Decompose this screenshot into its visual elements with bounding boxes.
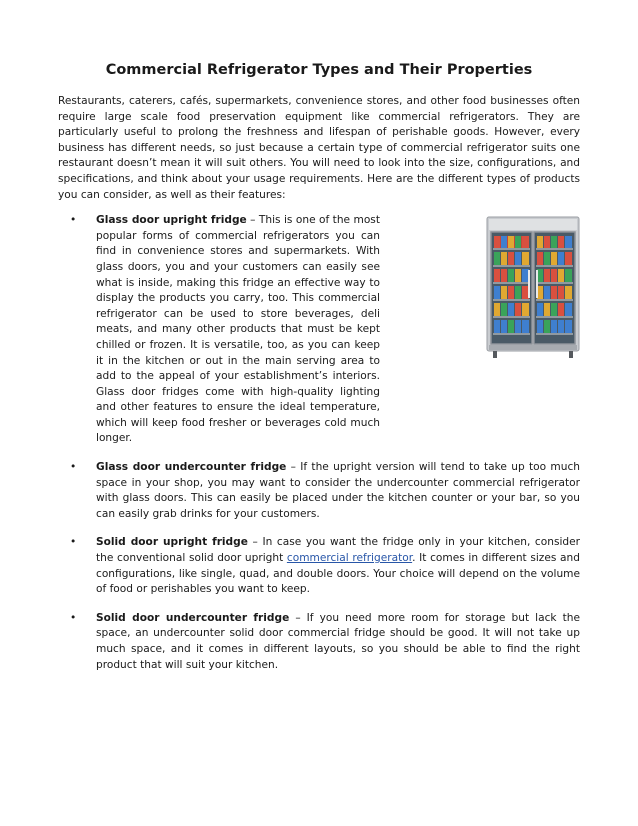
bullet: • xyxy=(70,611,77,624)
item-body: – This is one of the most popular forms of commercial refrigerators you can find in convenience stores and supermarkets. With glass doors, you and your customers can easily see what is inside, making this fridge an effective way to display the products you carry, too. This commercial refrigerator can be used to store beverages, deli meats, and many other products that must be kept chilled or frozen. It is versatile, too, as you can keep it in the kitchen or out in the main serving area to add to the appeal of your establishment’s interiors. Glass door fridges come with high-quality lighting and other features to ensure the ideal temperature, which will keep food fresher or beverages cold much longer. xyxy=(96,214,380,445)
page-title: Commercial Refrigerator Types and Their Properties xyxy=(105,62,533,78)
item-body: – If you need more room for storage but lack the space, an undercounter solid door commercial fridge should be good. It will not take up much space, and it comes in different layouts, so you should be able to find the right product that will suit your kitchen. xyxy=(96,611,580,671)
item-lead: Glass door undercounter fridge xyxy=(96,461,287,474)
bullet: • xyxy=(70,536,77,549)
intro-paragraph: Restaurants, caterers, cafés, supermarkets, convenience stores, and other food businesses often require large scale food preservation equipment like commercial refrigerators. They are particularly useful to prolong the freshness and lifespan of perishable goods. However, every business has different needs, so just because a certain type of commercial refrigerator suits one restaurant doesn’t mean it will suit others. You will need to look into the size, configurations, and specifications, and think about your usage requirements. Here are the different types of products you can consider, as well as their features: xyxy=(58,95,580,201)
bullet: • xyxy=(70,461,77,474)
item-body: – In case you want the fridge only in your kitchen, consider the conventional solid door upright xyxy=(96,536,581,565)
list-item-text xyxy=(96,213,380,447)
glass-door-fridge-photo xyxy=(485,215,581,361)
item-lead: Solid door upright fridge xyxy=(96,536,248,549)
list-item xyxy=(58,611,580,673)
list-item xyxy=(58,535,580,597)
item-body: – If the upright version will tend to take up too much space in your shop, you may want to consider the undercounter commercial refrigerator with glass doors. This can easily be placed under the kitchen counter or your bar, so you can easily grab drinks for your customers. xyxy=(96,461,580,520)
item-body-cont: . It comes in different sizes and configurations, like single, quad, and double doors. Your choice will depend on the volume of food or perishables you want to keep. xyxy=(96,552,580,596)
bullet: • xyxy=(70,214,77,227)
fridge-type-list xyxy=(58,213,580,673)
commercial-refrigerator-link[interactable]: commercial refrigerator xyxy=(286,552,413,565)
item-lead: Solid door undercounter fridge xyxy=(96,611,290,624)
list-item xyxy=(58,460,580,522)
item-lead: Glass door upright fridge xyxy=(96,214,247,227)
list-item xyxy=(58,213,580,447)
